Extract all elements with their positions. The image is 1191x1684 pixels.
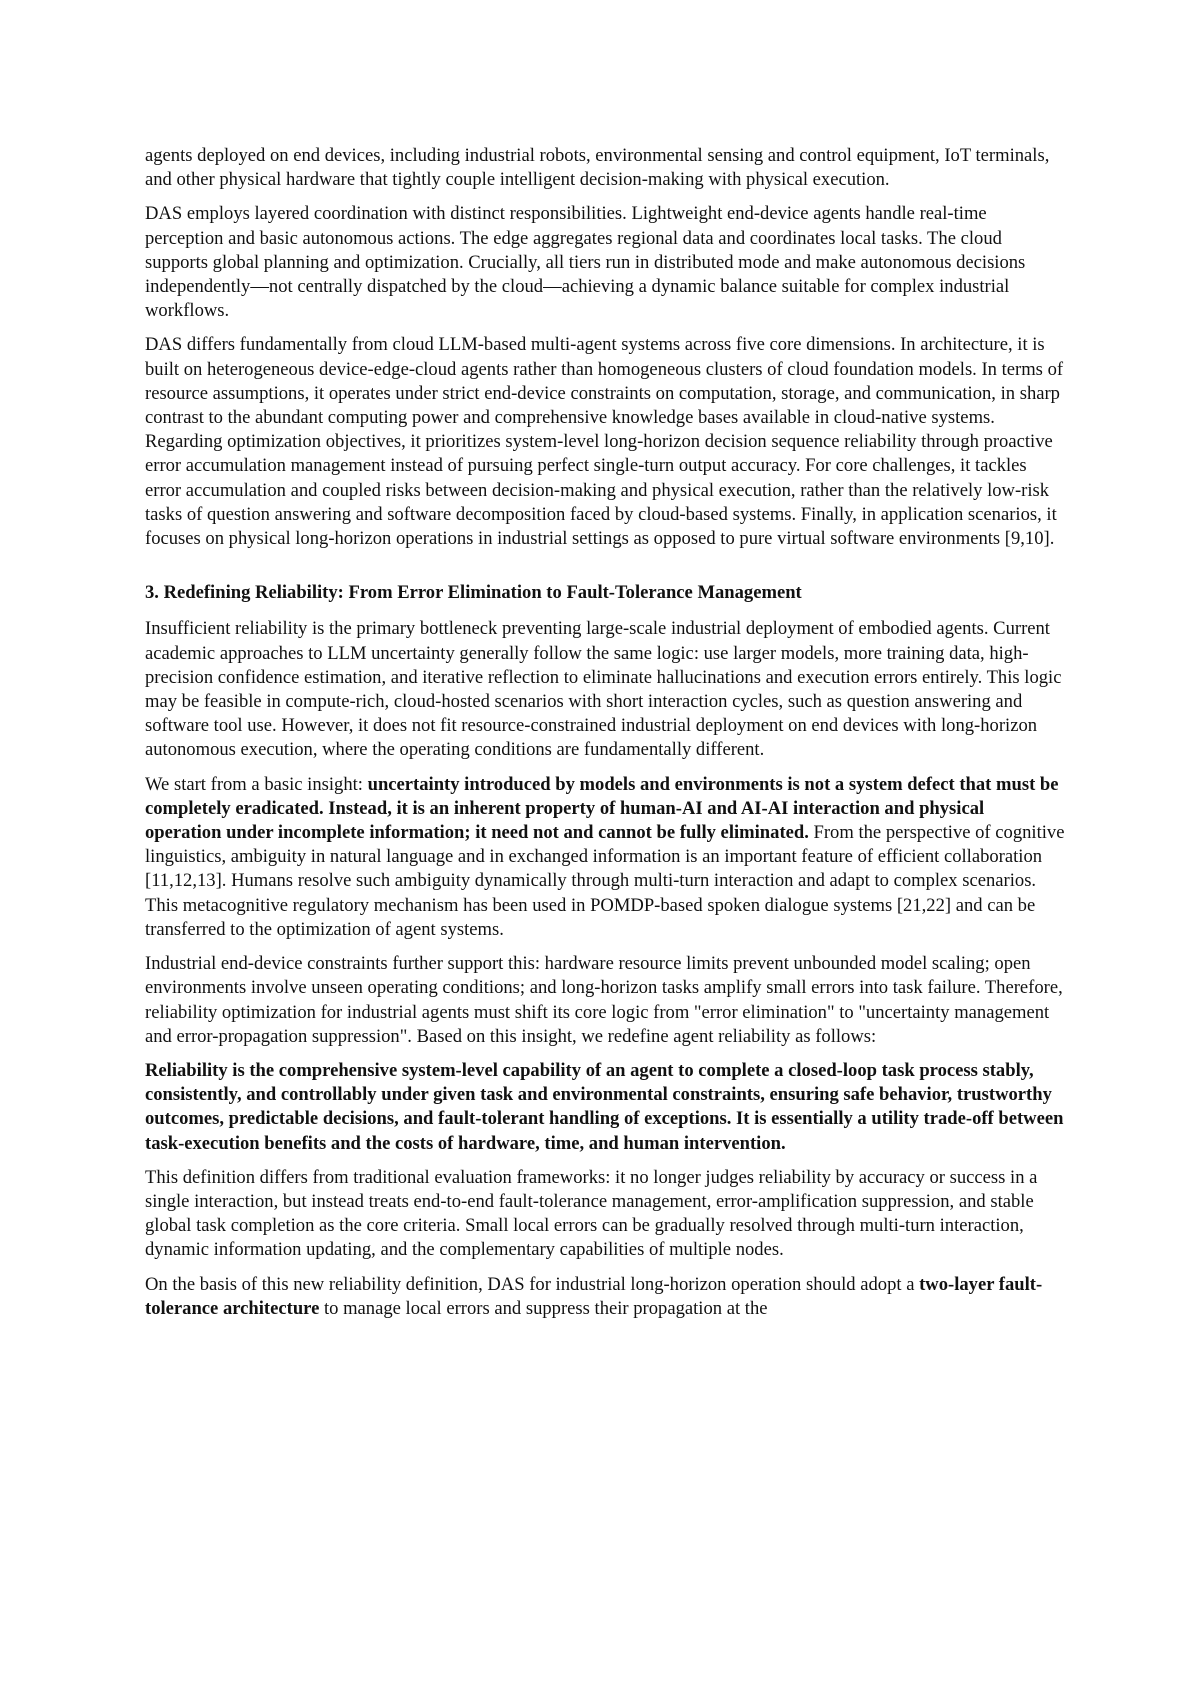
basic-insight-lead: We start from a basic insight: <box>145 773 368 795</box>
paragraph-definition-difference: This definition differs from traditional evaluation frameworks: it no longer judges reliability by accuracy or success in a single interaction, but instead treats end-to-end fault-tolerance management, error-amplification suppression, and stable global task completion as the core criteria. Small local errors can be gradually resolved through multi-turn interaction, dynamic information updating, and the complementary capabilities of multiple nodes. <box>145 1166 1038 1261</box>
paragraph-das-differences: DAS differs fundamentally from cloud LLM-based multi-agent systems across five core dimensions. In architecture, it is built on heterogeneous device-edge-cloud agents rather than homogeneous clusters of cloud foundation models. In terms of resource assumptions, it operates under strict end-device constraints on computation, storage, and communication, in sharp contrast to the abundant computing power and comprehensive knowledge bases available in cloud-native systems. Regarding optimization objectives, it prioritizes system-level long-horizon decision sequence reliability through proactive error accumulation management instead of pursuing perfect single-turn output accuracy. For core challenges, it tackles error accumulation and coupled risks between decision-making and physical execution, rather than the relatively low-risk tasks of question answering and software decomposition faced by cloud-based systems. Finally, in application scenarios, it focuses on physical long-horizon operations in industrial settings as opposed to pure virtual software environments [9,10]. <box>145 334 1064 550</box>
two-layer-rest: to manage local errors and suppress their propagation at the <box>319 1297 768 1319</box>
paragraph-two-layer-architecture <box>145 1273 1065 1321</box>
reliability-definition: Reliability is the comprehensive system-level capability of an agent to complete a closed-loop task process stably, consistently, and controllably under given task and environmental constraints, ensuring safe behavior, trustworthy outcomes, predictable decisions, and fault-tolerant handling of exceptions. It is essentially a utility trade-off between task-execution benefits and the costs of hardware, time, and human intervention. <box>145 1059 1064 1154</box>
paragraph-industrial-constraints: Industrial end-device constraints further support this: hardware resource limits prevent unbounded model scaling; open environments involve unseen operating conditions; and long-horizon tasks amplify small errors into task failure. Therefore, reliability optimization for industrial agents must shift its core logic from "error elimination" to "uncertainty management and error-propagation suppression". Based on this insight, we redefine agent reliability as follows: <box>145 953 1063 1047</box>
paragraph-reliability-bottleneck: Insufficient reliability is the primary bottleneck preventing large-scale industrial deployment of embodied agents. Current academic approaches to LLM uncertainty generally follow the same logic: use larger models, more training data, high-precision confidence estimation, and iterative reflection to eliminate hallucinations and execution errors entirely. This logic may be feasible in compute-rich, cloud-hosted scenarios with short interaction cycles, such as question answering and software tool use. However, it does not fit resource-constrained industrial deployment on end devices with long-horizon autonomous execution, where the operating conditions are fundamentally different. <box>145 618 1062 761</box>
paragraph-layered-coordination: DAS employs layered coordination with distinct responsibilities. Lightweight end-device agents handle real-time perception and basic autonomous actions. The edge aggregates regional data and coordinates local tasks. The cloud supports global planning and optimization. Crucially, all tiers run in distributed mode and make autonomous decisions independently—not centrally dispatched by the cloud—achieving a dynamic balance suitable for complex industrial workflows. <box>145 203 1026 322</box>
two-layer-lead: On the basis of this new reliability definition, DAS for industrial long-horizon operation should adopt a <box>145 1273 920 1295</box>
paragraph-basic-insight <box>145 773 1065 942</box>
paragraph-end-device-agents: agents deployed on end devices, including industrial robots, environmental sensing and control equipment, IoT terminals, and other physical hardware that tightly couple intelligent decision-making with physical execution. <box>145 145 1050 191</box>
basic-insight-rest: From the perspective of cognitive linguistics, ambiguity in natural language and in exchanged information is an important feature of efficient collaboration [11,12,13]. Humans resolve such ambiguity dynamically through multi-turn interaction and adapt to complex scenarios. This metacognitive regulatory mechanism has been used in POMDP-based spoken dialogue systems [21,22] and can be transferred to the optimization of agent systems. <box>145 822 1065 940</box>
section-heading-redefining-reliability: 3. Redefining Reliability: From Error Elimination to Fault-Tolerance Management <box>145 582 802 604</box>
document-page <box>145 144 1065 1331</box>
two-layer-bold: two-layer fault-tolerance architecture <box>145 1273 1043 1319</box>
basic-insight-bold: uncertainty introduced by models and environments is not a system defect that must be completely eradicated. Instead, it is an inherent property of human-AI and AI-AI interaction and physical operation under incomplete information; it need not and cannot be fully eliminated. <box>145 773 1059 844</box>
